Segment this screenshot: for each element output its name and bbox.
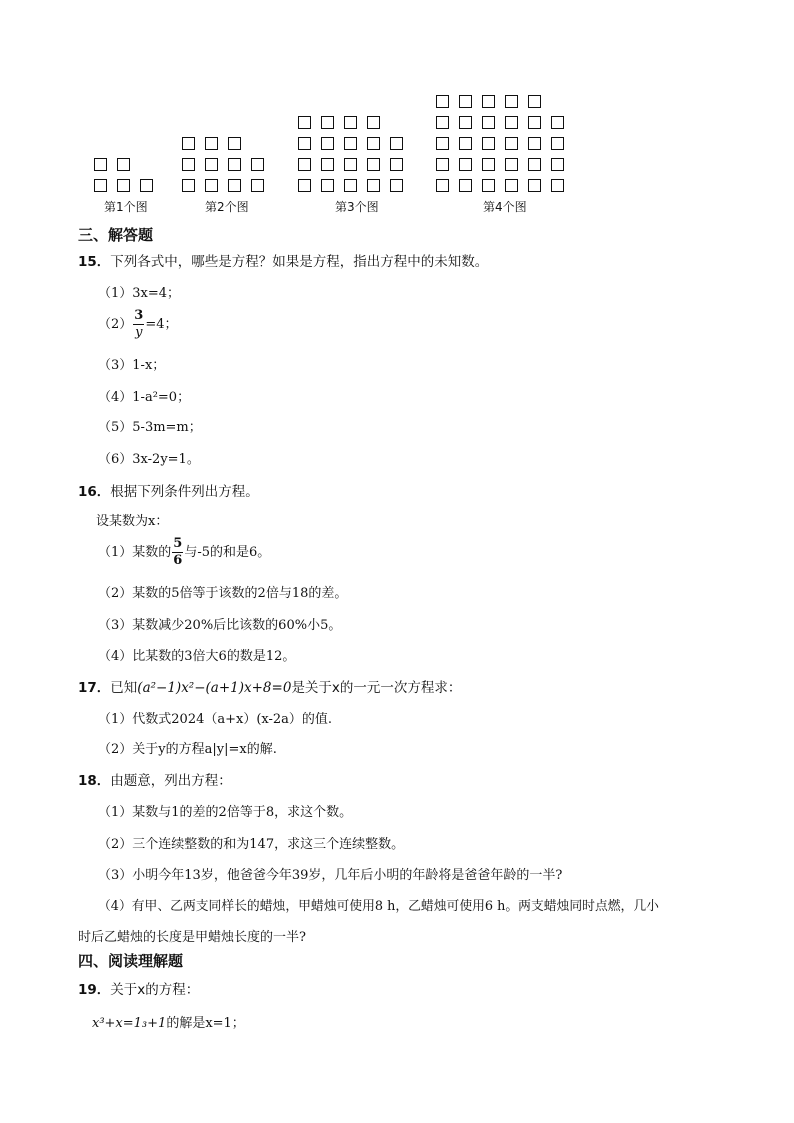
square [182, 137, 195, 150]
question-text: 由题意，列出方程： [110, 773, 232, 789]
square [505, 179, 518, 192]
item-text: 某数与1的差的2倍等于8，求这个数。 [132, 805, 353, 820]
square [321, 137, 334, 150]
square [436, 179, 449, 192]
item-text: 有甲、乙两支同样长的蜡烛，甲蜡烛可使用8 h，乙蜡烛可使用6 h。两支蜡烛同时点燃，几小 [131, 899, 659, 914]
square [390, 158, 403, 171]
item-label: （4） [98, 649, 133, 664]
question-16 [78, 480, 259, 500]
square [505, 95, 518, 108]
item-text: 比某数的3倍大6的数是12。 [132, 649, 296, 664]
square [482, 116, 495, 129]
q16-item-1 [98, 536, 270, 569]
question-number: 15． [78, 254, 111, 270]
figure-2 [182, 137, 264, 192]
square [367, 116, 380, 129]
q18-item-4-continuation: 时后乙蜡烛的长度是甲蜡烛长度的一半? [78, 930, 306, 945]
item-label: （1） [98, 712, 133, 727]
square [321, 158, 334, 171]
item-label: （3） [98, 618, 133, 633]
square [344, 116, 357, 129]
square-row [436, 95, 564, 108]
equation: x³+x=1₃+1 [92, 1016, 167, 1031]
square-row [436, 116, 564, 129]
square [367, 137, 380, 150]
item-label: （3） [98, 868, 133, 883]
equation-text: 的解是x=1； [166, 1016, 245, 1031]
square [251, 179, 264, 192]
question-17 [78, 676, 461, 696]
item-label: （2） [98, 586, 133, 601]
q19-equation-line [92, 1012, 245, 1031]
square [117, 158, 130, 171]
square [344, 179, 357, 192]
item-text: 某数减少20%后比该数的60%小5。 [132, 618, 342, 633]
item-text: 3x-2y=1。 [132, 452, 200, 467]
q15-item-1 [98, 282, 180, 301]
square [117, 179, 130, 192]
q16-item-4 [98, 645, 295, 664]
figure-2-caption: 第2个图 [205, 200, 249, 214]
q16-item-3 [98, 614, 341, 633]
square-row [298, 179, 403, 192]
q15-item-4 [98, 386, 190, 405]
question-19 [78, 978, 199, 998]
item-text: =4； [145, 317, 178, 332]
square [205, 158, 218, 171]
square [459, 95, 472, 108]
fraction [133, 308, 144, 341]
question-text: 下列各式中，哪些是方程？如果是方程，指出方程中的未知数。 [110, 254, 489, 270]
item-label: （1） [98, 286, 133, 301]
square [551, 158, 564, 171]
item-text: 关于y的方程a|y|=x的解. [132, 742, 277, 757]
square [228, 137, 241, 150]
q15-item-3 [98, 354, 165, 373]
square [528, 179, 541, 192]
square [528, 137, 541, 150]
q15-item-6 [98, 448, 200, 467]
question-number: 17． [78, 680, 111, 696]
item-text: 1-a²=0； [132, 390, 191, 405]
q17-item-2 [98, 738, 277, 757]
square [482, 158, 495, 171]
square [228, 158, 241, 171]
figure-1-caption: 第1个图 [104, 200, 148, 214]
q15-item-5 [98, 416, 202, 435]
square-row [436, 179, 564, 192]
square [344, 158, 357, 171]
square-row [298, 116, 403, 129]
item-text: 三个连续整数的和为147，求这三个连续整数。 [132, 837, 405, 852]
square [505, 116, 518, 129]
square-row [94, 158, 153, 171]
square-row [182, 137, 264, 150]
item-text: 3x=4； [132, 286, 181, 301]
square-row [298, 158, 403, 171]
question-number: 18． [78, 773, 111, 789]
figure-1 [94, 158, 153, 192]
item-text-post: 与-5的和是6。 [184, 545, 271, 560]
square-row [182, 179, 264, 192]
square [298, 179, 311, 192]
q15-item-2 [98, 308, 178, 341]
item-text-pre: 某数的 [132, 545, 172, 560]
square [459, 158, 472, 171]
square [367, 158, 380, 171]
square [528, 95, 541, 108]
square-row [298, 137, 403, 150]
square [228, 179, 241, 192]
square [482, 95, 495, 108]
fraction [172, 536, 183, 569]
question-15 [78, 250, 488, 270]
question-text-pre: 已知 [110, 680, 138, 696]
figure-3 [298, 116, 403, 192]
q17-item-1 [98, 708, 332, 727]
square [390, 137, 403, 150]
item-label: （6） [98, 452, 133, 467]
item-label: （1） [98, 545, 133, 560]
q18-item-2 [98, 833, 404, 852]
q18-item-1 [98, 801, 352, 820]
question-number: 16． [78, 484, 111, 500]
question-text: 关于x的方程： [110, 982, 200, 998]
square [251, 158, 264, 171]
square [482, 137, 495, 150]
figure-4-caption: 第4个图 [483, 200, 527, 214]
section-title-4: 四、阅读理解题 [78, 952, 184, 970]
square [321, 116, 334, 129]
square [140, 179, 153, 192]
q16-item-2 [98, 582, 347, 601]
item-label: （3） [98, 358, 133, 373]
square [551, 116, 564, 129]
square [551, 179, 564, 192]
square [298, 158, 311, 171]
question-text-post: 是关于x的一元一次方程求： [291, 680, 462, 696]
square-row [94, 179, 153, 192]
square-row [436, 158, 564, 171]
square [436, 116, 449, 129]
fraction-denominator: 6 [173, 553, 183, 568]
square-row [182, 158, 264, 171]
item-label: （2） [98, 837, 133, 852]
item-text: 某数的5倍等于该数的2倍与18的差。 [132, 586, 348, 601]
fraction-numerator: 5 [173, 536, 183, 551]
square [459, 179, 472, 192]
fraction-numerator: 3 [134, 308, 144, 323]
square [298, 137, 311, 150]
square [367, 179, 380, 192]
square [436, 95, 449, 108]
q18-item-3 [98, 864, 562, 883]
item-text: 小明今年13岁，他爸爸今年39岁，几年后小明的年龄将是爸爸年龄的一半? [132, 868, 563, 883]
q18-item-4 [98, 895, 659, 914]
square [182, 158, 195, 171]
square [528, 158, 541, 171]
square [298, 116, 311, 129]
item-label: （4） [98, 899, 132, 914]
square [459, 137, 472, 150]
question-text: 根据下列条件列出方程。 [110, 484, 259, 500]
square [182, 179, 195, 192]
square [205, 179, 218, 192]
item-label: （2） [98, 742, 133, 757]
figure-row [0, 80, 794, 220]
square [205, 137, 218, 150]
item-text: 5-3m=m； [132, 420, 202, 435]
question-18 [78, 769, 232, 789]
item-label: （1） [98, 805, 133, 820]
square [459, 116, 472, 129]
section-title-3: 三、解答题 [78, 226, 154, 244]
equation: (a²−1)x²−(a+1)x+8=0 [137, 680, 292, 696]
item-label: （2） [98, 317, 133, 332]
square [551, 137, 564, 150]
square [482, 179, 495, 192]
square [94, 179, 107, 192]
q16-intro: 设某数为x： [96, 514, 169, 529]
square [390, 179, 403, 192]
square [505, 158, 518, 171]
square [321, 179, 334, 192]
square [94, 158, 107, 171]
square [436, 137, 449, 150]
item-text: 代数式2024（a+x）(x-2a）的值. [132, 712, 333, 727]
question-number: 19． [78, 982, 111, 998]
square [344, 137, 357, 150]
figure-4 [436, 95, 564, 192]
square [528, 116, 541, 129]
fraction-denominator: y [135, 325, 143, 340]
item-text: 1-x； [132, 358, 166, 373]
item-label: （5） [98, 420, 133, 435]
item-label: （4） [98, 390, 133, 405]
square-row [436, 137, 564, 150]
square [436, 158, 449, 171]
square [505, 137, 518, 150]
figure-3-caption: 第3个图 [335, 200, 379, 214]
